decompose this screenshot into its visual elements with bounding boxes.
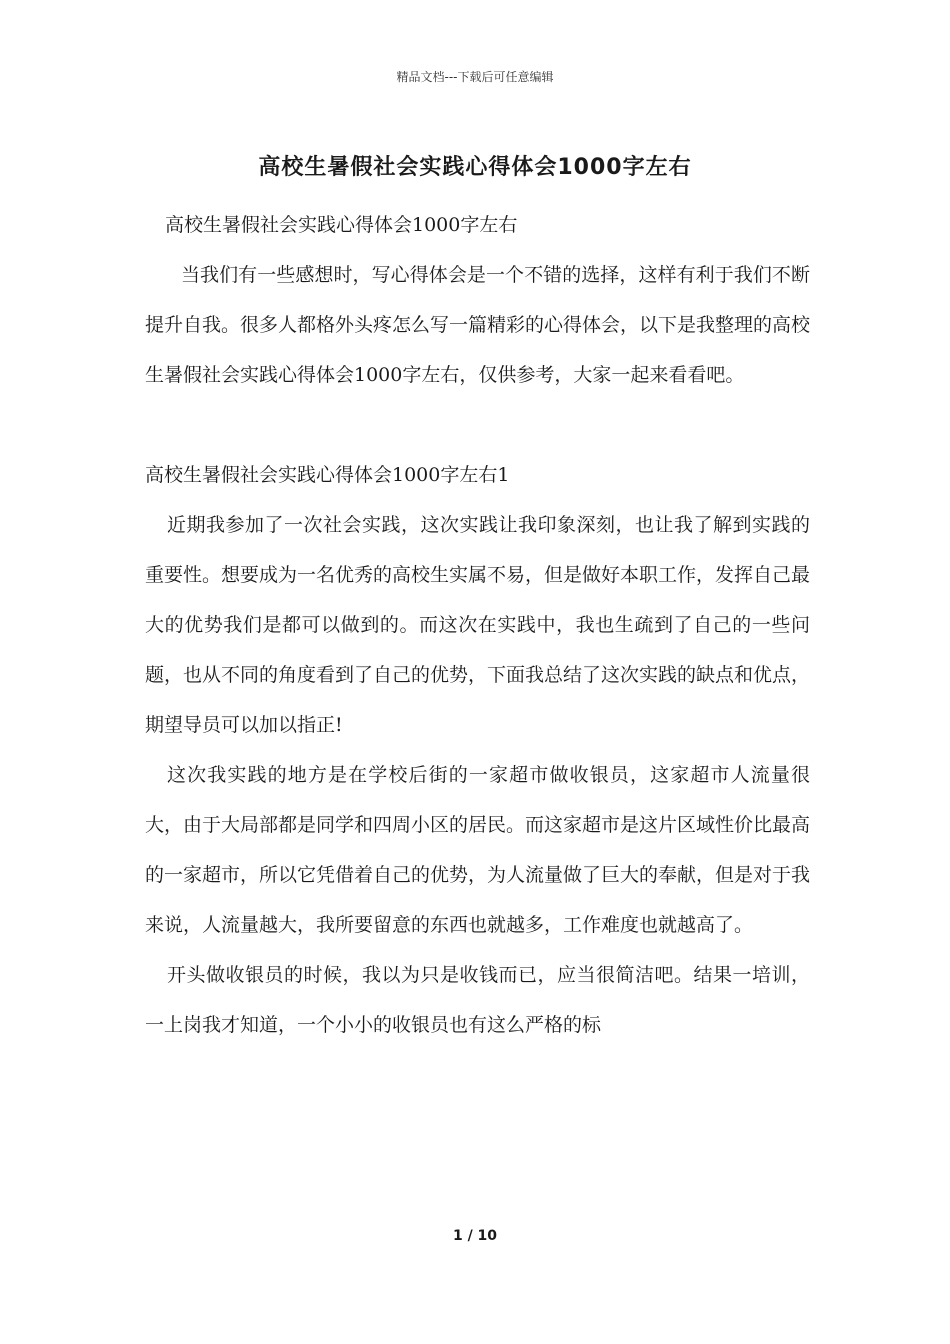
section-heading: 高校生暑假社会实践心得体会1000字左右1 bbox=[145, 464, 510, 486]
body-paragraph-2: 这次我实践的地方是在学校后街的一家超市做收银员，这家超市人流量很大，由于大局部都是同学和四周小区的居民。而这家超市是这片区域性价比最高的一家超市，所以它凭借着自己的优势，为人流量做了巨大的奉献，但是对于我来说，人流量越大，我所要留意的东西也就越多，工作难度也就越高了。 bbox=[145, 764, 811, 936]
intro-paragraph: 当我们有一些感想时，写心得体会是一个不错的选择，这样有利于我们不断提升自我。很多人都格外头疼怎么写一篇精彩的心得体会，以下是我整理的高校生暑假社会实践心得体会1000字左右，仅供参考，大家一起来看看吧。 bbox=[145, 264, 811, 386]
document-title: 高校生暑假社会实践心得体会1000字左右 bbox=[258, 155, 692, 180]
subtitle: 高校生暑假社会实践心得体会1000字左右 bbox=[165, 214, 518, 236]
document-body bbox=[145, 200, 810, 1050]
blank-line bbox=[145, 400, 810, 450]
body-paragraph-3: 开头做收银员的时候，我以为只是收钱而已，应当很简洁吧。结果一培训，一上岗我才知道，一个小小的收银员也有这么严格的标 bbox=[145, 964, 810, 1036]
header-note: 精品文档---下载后可任意编辑 bbox=[396, 70, 554, 84]
page-number: 1 / 10 bbox=[452, 1228, 498, 1244]
body-paragraph-1: 近期我参加了一次社会实践，这次实践让我印象深刻，也让我了解到实践的重要性。想要成为一名优秀的高校生实属不易，但是做好本职工作，发挥自己最大的优势我们是都可以做到的。而这次在实践中，我也生疏到了自己的一些问题，也从不同的角度看到了自己的优势，下面我总结了这次实践的缺点和优点，期望导员可以加以指正! bbox=[145, 514, 811, 736]
